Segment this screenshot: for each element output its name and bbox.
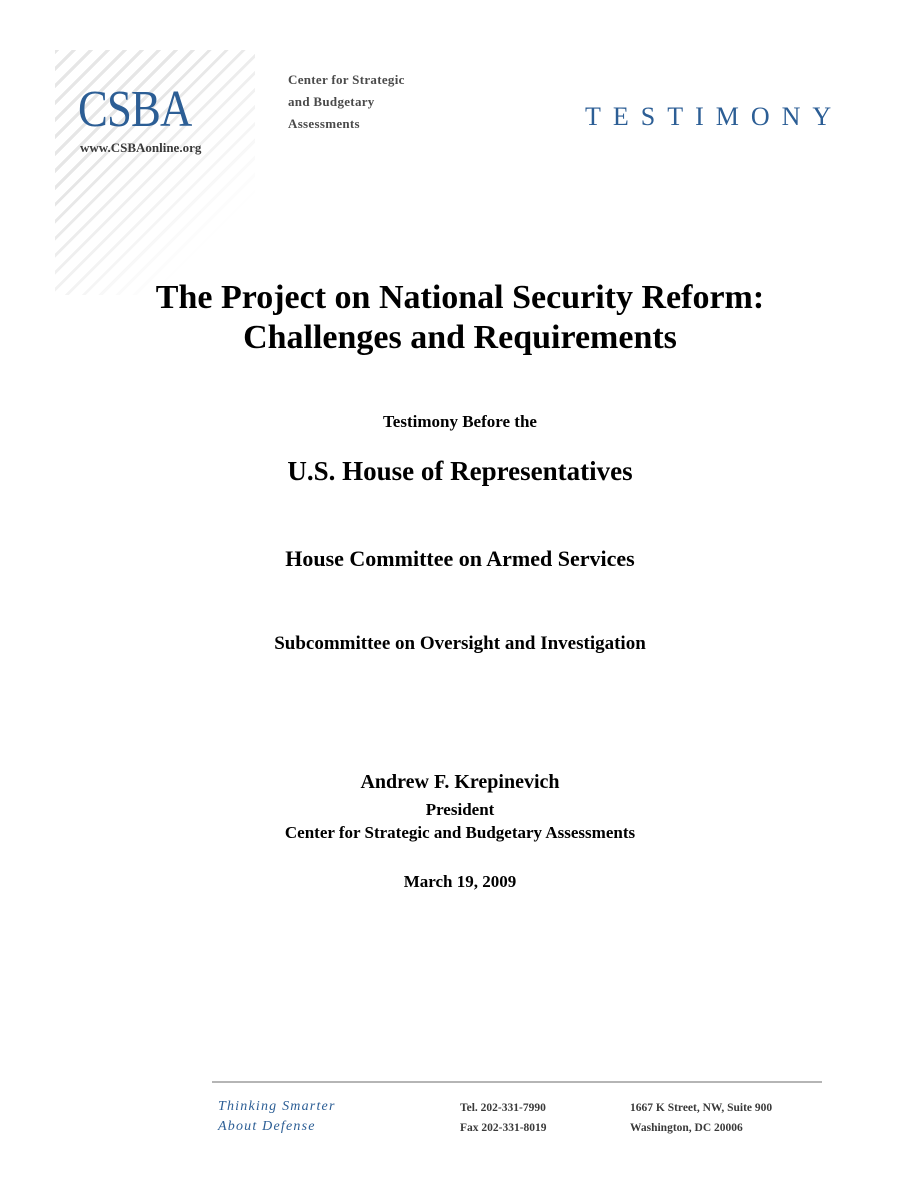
chamber-name: U.S. House of Representatives bbox=[287, 456, 633, 486]
website-url: www.CSBAonline.org bbox=[80, 140, 202, 155]
org-name-line-3: Assessments bbox=[288, 116, 360, 131]
tagline-line-1: Thinking Smarter bbox=[218, 1099, 336, 1114]
footer-address bbox=[630, 1098, 772, 1138]
testimony-date: March 19, 2009 bbox=[403, 872, 517, 891]
document-type-label: TESTIMONY bbox=[585, 102, 844, 131]
document-title bbox=[0, 278, 920, 358]
author-name: Andrew F. Krepinevich bbox=[360, 771, 560, 793]
author-organization: Center for Strategic and Budgetary Assessments bbox=[284, 823, 636, 842]
org-name-line-1: Center for Strategic bbox=[288, 72, 405, 87]
csba-logo: CSBA bbox=[78, 81, 192, 138]
phone-number: Tel. 202-331-7990 bbox=[460, 1102, 546, 1114]
author-title: President bbox=[425, 800, 495, 819]
address-line-2: Washington, DC 20006 bbox=[630, 1122, 743, 1134]
committee-name: House Committee on Armed Services bbox=[285, 546, 635, 571]
testimony-before-label: Testimony Before the bbox=[383, 412, 537, 431]
footer-phone-fax bbox=[460, 1098, 547, 1138]
subcommittee-name: Subcommittee on Oversight and Investigation bbox=[274, 633, 646, 654]
title-line-2: Challenges and Requirements bbox=[243, 319, 677, 356]
organization-name bbox=[288, 69, 405, 135]
fax-number: Fax 202-331-8019 bbox=[460, 1122, 547, 1134]
address-line-1: 1667 K Street, NW, Suite 900 bbox=[630, 1102, 773, 1114]
footer-tagline bbox=[218, 1097, 336, 1137]
org-name-line-2: and Budgetary bbox=[288, 94, 375, 109]
footer-divider bbox=[212, 1081, 822, 1083]
tagline-line-2: About Defense bbox=[218, 1119, 316, 1134]
title-line-1: The Project on National Security Reform: bbox=[155, 279, 765, 316]
